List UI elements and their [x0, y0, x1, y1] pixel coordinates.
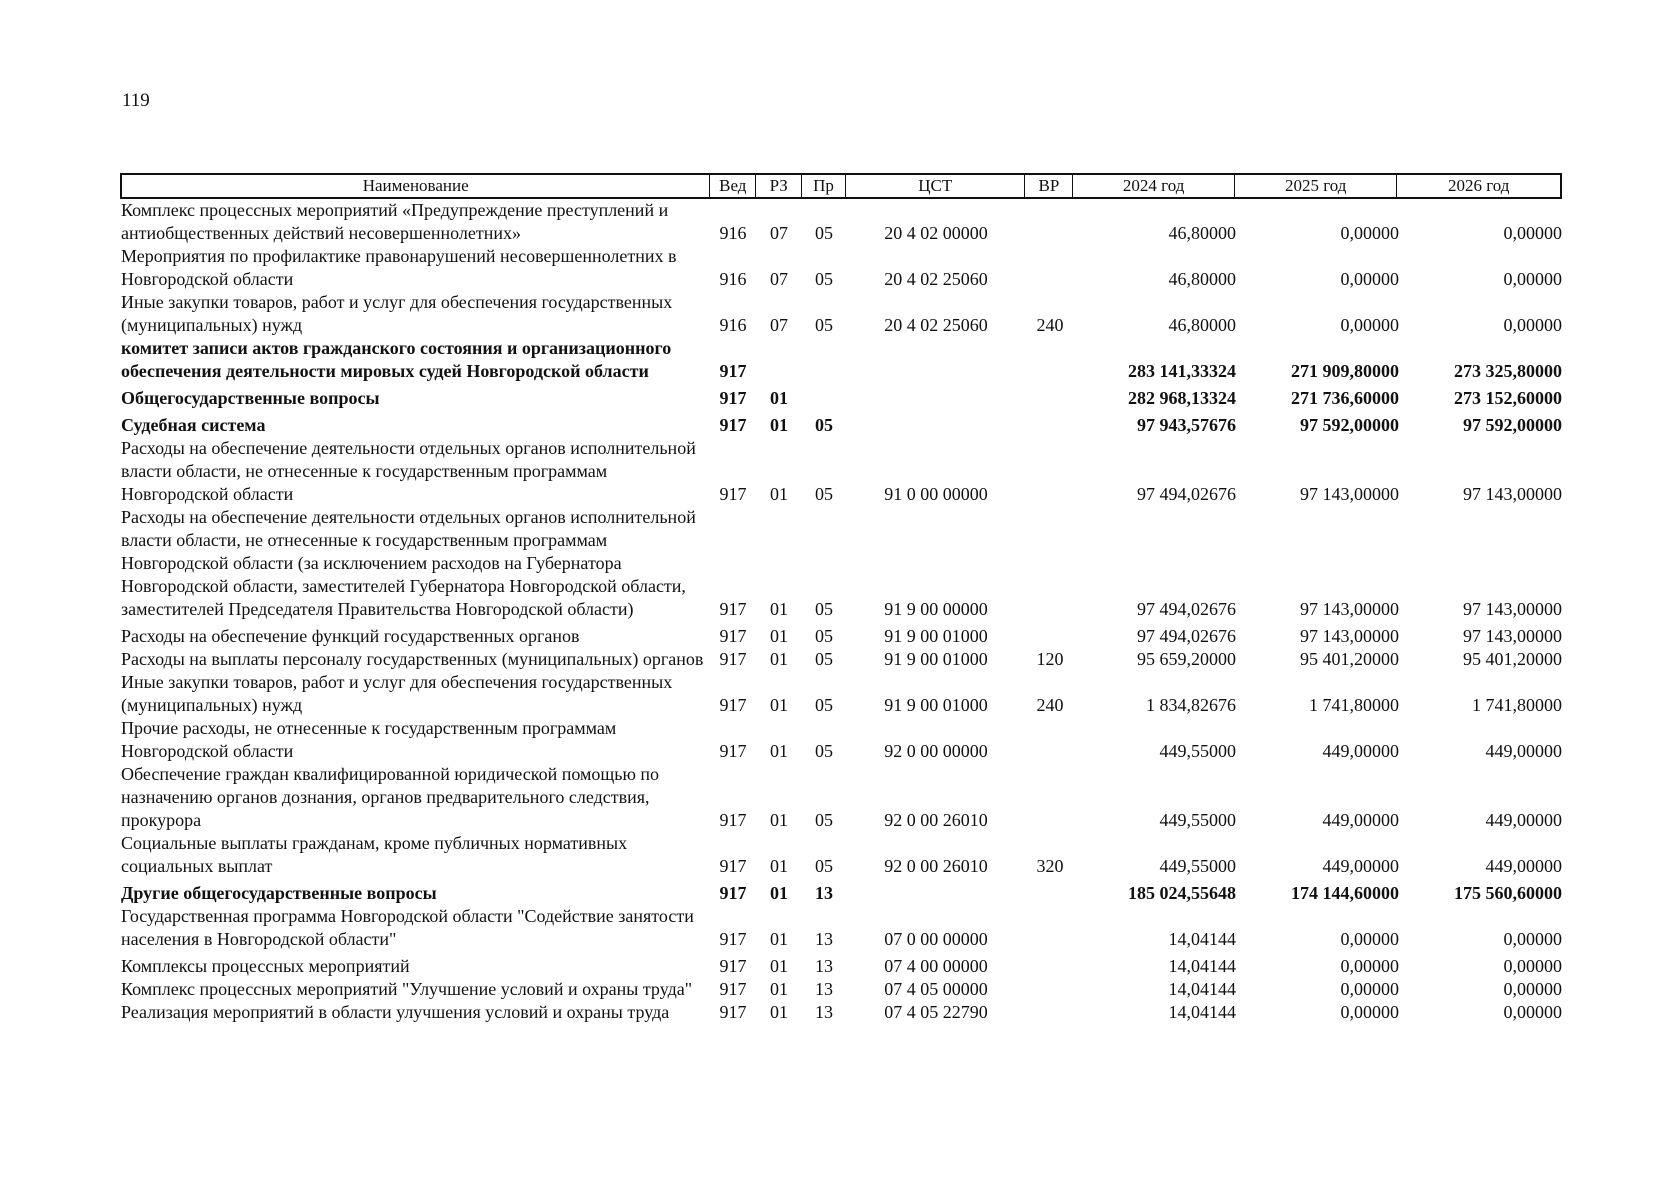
- row-cst: 07 0 00 00000: [884, 929, 988, 949]
- row-name: Государственная программа Новгородской области "Содействие занятости населения в Новгородской области": [121, 906, 694, 949]
- row-name: комитет записи актов гражданского состояния и организационного обеспечения деятельности мировых судей Новгородской области: [121, 338, 672, 381]
- table-row: [120, 1001, 1562, 1024]
- row-rz: 01: [770, 810, 788, 830]
- row-2026: 0,00000: [1503, 315, 1562, 335]
- row-2025: 97 592,00000: [1300, 415, 1399, 435]
- row-rz: 01: [770, 979, 788, 999]
- row-name: Реализация мероприятий в области улучшения условий и охраны труда: [121, 1002, 670, 1022]
- row-ved: 917: [719, 956, 747, 976]
- row-2025: 97 143,00000: [1300, 599, 1399, 619]
- table-row: [120, 717, 1562, 763]
- header-2025: 2025 год: [1235, 175, 1398, 197]
- row-rz: 01: [770, 856, 788, 876]
- row-pr: 13: [815, 883, 833, 903]
- table-row: [120, 414, 1562, 437]
- row-pr: 13: [815, 929, 833, 949]
- row-pr: 05: [815, 856, 833, 876]
- row-name: Судебная система: [121, 415, 266, 435]
- row-2024: 185 024,55648: [1128, 883, 1236, 903]
- header-name: Наименование: [122, 175, 710, 197]
- row-name: Другие общегосударственные вопросы: [121, 883, 437, 903]
- row-rz: 01: [770, 649, 788, 669]
- header-pr: Пр: [802, 175, 846, 197]
- row-rz: 01: [770, 695, 788, 715]
- row-rz: 01: [770, 883, 788, 903]
- row-ved: 917: [719, 599, 747, 619]
- row-pr: 05: [815, 484, 833, 504]
- row-cst: 20 4 02 25060: [884, 269, 988, 289]
- row-name: Расходы на выплаты персоналу государственных (муниципальных) органов: [121, 649, 704, 669]
- row-2024: 46,80000: [1168, 223, 1236, 243]
- row-pr: 05: [815, 741, 833, 761]
- header-cst: ЦСТ: [846, 175, 1026, 197]
- row-2024: 449,55000: [1159, 741, 1236, 761]
- row-2026: 97 143,00000: [1463, 599, 1562, 619]
- row-cst: 91 9 00 01000: [884, 626, 988, 646]
- row-name: Расходы на обеспечение функций государственных органов: [121, 626, 580, 646]
- row-2024: 97 494,02676: [1137, 599, 1236, 619]
- row-2024: 14,04144: [1168, 956, 1236, 976]
- row-rz: 07: [770, 269, 788, 289]
- row-2026: 0,00000: [1503, 979, 1562, 999]
- row-2026: 97 592,00000: [1463, 415, 1562, 435]
- row-name: Общегосударственные вопросы: [121, 388, 380, 408]
- row-2025: 271 909,80000: [1291, 361, 1399, 381]
- table-row: [120, 763, 1562, 832]
- table-row: [120, 905, 1562, 951]
- table-row: [120, 832, 1562, 878]
- row-2025: 0,00000: [1340, 979, 1399, 999]
- row-rz: 01: [770, 929, 788, 949]
- header-2024: 2024 год: [1073, 175, 1235, 197]
- row-2026: 95 401,20000: [1463, 649, 1562, 669]
- row-2026: 449,00000: [1485, 810, 1562, 830]
- row-cst: 92 0 00 26010: [884, 856, 988, 876]
- row-2025: 0,00000: [1340, 929, 1399, 949]
- row-pr: 05: [815, 649, 833, 669]
- row-ved: 917: [719, 883, 747, 903]
- row-cst: 92 0 00 00000: [884, 741, 988, 761]
- row-rz: 01: [770, 956, 788, 976]
- row-pr: 05: [815, 269, 833, 289]
- row-cst: 91 0 00 00000: [884, 484, 988, 504]
- row-name: Социальные выплаты гражданам, кроме публичных нормативных социальных выплат: [121, 833, 628, 876]
- row-name: Комплекс процессных мероприятий "Улучшение условий и охраны труда": [121, 979, 693, 999]
- table-row: [120, 882, 1562, 905]
- table-row: [120, 648, 1562, 671]
- row-rz: 01: [770, 415, 788, 435]
- row-2026: 0,00000: [1503, 956, 1562, 976]
- header-2026: 2026 год: [1447, 176, 1510, 195]
- row-2026: 449,00000: [1485, 741, 1562, 761]
- row-cst: 92 0 00 26010: [884, 810, 988, 830]
- row-ved: 917: [719, 929, 747, 949]
- row-cst: 91 9 00 00000: [884, 599, 988, 619]
- row-pr: 05: [815, 626, 833, 646]
- row-ved: 917: [719, 626, 747, 646]
- row-2026: 0,00000: [1503, 929, 1562, 949]
- row-2024: 97 494,02676: [1137, 626, 1236, 646]
- table-row: [120, 625, 1562, 648]
- row-cst: 20 4 02 25060: [884, 315, 988, 335]
- table-row: [120, 506, 1562, 621]
- row-pr: 05: [815, 315, 833, 335]
- row-rz: 07: [770, 223, 788, 243]
- row-pr: 05: [815, 810, 833, 830]
- row-2026: 0,00000: [1503, 223, 1562, 243]
- row-rz: 01: [770, 599, 788, 619]
- row-ved: 917: [719, 484, 747, 504]
- row-pr: 13: [815, 956, 833, 976]
- row-2026: 1 741,80000: [1472, 695, 1562, 715]
- table-row: [120, 671, 1562, 717]
- row-2024: 97 943,57676: [1137, 415, 1236, 435]
- row-name: Расходы на обеспечение деятельности отдельных органов исполнительной власти области, не отнесенные к государственным программам Новгородской области: [121, 438, 696, 504]
- row-2025: 449,00000: [1322, 741, 1399, 761]
- row-vr: 240: [1036, 315, 1064, 335]
- row-2024: 14,04144: [1168, 1002, 1236, 1022]
- row-vr: 320: [1036, 856, 1064, 876]
- table-row: [120, 337, 1562, 383]
- row-name: Иные закупки товаров, работ и услуг для обеспечения государственных (муниципальных) нужд: [121, 672, 673, 715]
- table-row: [120, 978, 1562, 1001]
- row-2025: 97 143,00000: [1300, 484, 1399, 504]
- row-ved: 916: [719, 223, 747, 243]
- row-pr: 05: [815, 695, 833, 715]
- row-name: Комплексы процессных мероприятий: [121, 956, 410, 976]
- row-2024: 95 659,20000: [1137, 649, 1236, 669]
- row-rz: 01: [770, 1002, 788, 1022]
- row-2026: 273 325,80000: [1454, 361, 1562, 381]
- row-pr: 05: [815, 223, 833, 243]
- row-2025: 1 741,80000: [1309, 695, 1399, 715]
- row-2025: 449,00000: [1322, 810, 1399, 830]
- row-name: Прочие расходы, не отнесенные к государственным программам Новгородской области: [121, 718, 617, 761]
- table-row: [120, 245, 1562, 291]
- row-ved: 917: [719, 361, 747, 381]
- row-vr: 120: [1036, 649, 1064, 669]
- row-cst: 07 4 00 00000: [884, 956, 988, 976]
- row-rz: 01: [770, 484, 788, 504]
- row-2026: 0,00000: [1503, 269, 1562, 289]
- row-2024: 1 834,82676: [1146, 695, 1236, 715]
- row-2026: 273 152,60000: [1454, 388, 1562, 408]
- table-header: [120, 173, 1562, 199]
- row-ved: 917: [719, 695, 747, 715]
- row-ved: 916: [719, 269, 747, 289]
- row-pr: 05: [815, 415, 833, 435]
- row-2025: 97 143,00000: [1300, 626, 1399, 646]
- header-ved: Вед: [710, 175, 756, 197]
- row-rz: 01: [770, 388, 788, 408]
- row-ved: 916: [719, 315, 747, 335]
- row-2025: 95 401,20000: [1300, 649, 1399, 669]
- row-2025: 174 144,60000: [1291, 883, 1399, 903]
- table-row: [120, 291, 1562, 337]
- row-ved: 917: [719, 649, 747, 669]
- row-2026: 449,00000: [1485, 856, 1562, 876]
- row-2026: 97 143,00000: [1463, 484, 1562, 504]
- table-row: [120, 437, 1562, 506]
- row-2025: 271 736,60000: [1291, 388, 1399, 408]
- row-2025: 0,00000: [1340, 1002, 1399, 1022]
- row-2025: 449,00000: [1322, 856, 1399, 876]
- row-rz: 01: [770, 626, 788, 646]
- row-2025: 0,00000: [1340, 269, 1399, 289]
- row-ved: 917: [719, 979, 747, 999]
- row-rz: 01: [770, 741, 788, 761]
- row-2026: 97 143,00000: [1463, 626, 1562, 646]
- header-rz: РЗ: [756, 175, 802, 197]
- row-2025: 0,00000: [1340, 223, 1399, 243]
- row-ved: 917: [719, 741, 747, 761]
- row-ved: 917: [719, 415, 747, 435]
- row-2024: 449,55000: [1159, 856, 1236, 876]
- budget-table: [120, 173, 1562, 1024]
- row-cst: 07 4 05 00000: [884, 979, 988, 999]
- row-cst: 20 4 02 00000: [884, 223, 988, 243]
- row-2024: 97 494,02676: [1137, 484, 1236, 504]
- row-name: Обеспечение граждан квалифицированной юридической помощью по назначению органов дознания, органов предварительного следствия, прокурора: [121, 764, 660, 830]
- header-vr: ВР: [1025, 175, 1073, 197]
- row-name: Иные закупки товаров, работ и услуг для обеспечения государственных (муниципальных) нужд: [121, 292, 673, 335]
- table-row: [120, 199, 1562, 245]
- row-2024: 449,55000: [1159, 810, 1236, 830]
- row-2024: 14,04144: [1168, 929, 1236, 949]
- row-vr: 240: [1036, 695, 1064, 715]
- row-2026: 0,00000: [1503, 1002, 1562, 1022]
- row-cst: 91 9 00 01000: [884, 695, 988, 715]
- row-ved: 917: [719, 1002, 747, 1022]
- table-row: [120, 955, 1562, 978]
- row-ved: 917: [719, 810, 747, 830]
- page-number: 119: [122, 90, 150, 111]
- row-rz: 07: [770, 315, 788, 335]
- row-cst: 07 4 05 22790: [884, 1002, 988, 1022]
- row-2024: 282 968,13324: [1128, 388, 1236, 408]
- row-2024: 14,04144: [1168, 979, 1236, 999]
- row-pr: 13: [815, 979, 833, 999]
- row-2025: 0,00000: [1340, 315, 1399, 335]
- row-2025: 0,00000: [1340, 956, 1399, 976]
- row-ved: 917: [719, 388, 747, 408]
- row-name: Мероприятия по профилактике правонарушений несовершеннолетних в Новгородской области: [121, 246, 677, 289]
- row-cst: 91 9 00 01000: [884, 649, 988, 669]
- row-2024: 46,80000: [1168, 315, 1236, 335]
- row-pr: 05: [815, 599, 833, 619]
- row-pr: 13: [815, 1002, 833, 1022]
- row-2026: 175 560,60000: [1454, 883, 1562, 903]
- row-2024: 283 141,33324: [1128, 361, 1236, 381]
- row-name: Комплекс процессных мероприятий «Предупреждение преступлений и антиобщественных действий несовершеннолетних»: [121, 200, 669, 243]
- row-ved: 917: [719, 856, 747, 876]
- row-2024: 46,80000: [1168, 269, 1236, 289]
- row-name: Расходы на обеспечение деятельности отдельных органов исполнительной власти области, не отнесенные к государственным программам Новгородской области (за исключением расходов на Губернатора Новгородской области, заместителей Губернатора Новгородской области, заместителей Председателя Правительства Новгородской области): [121, 507, 696, 619]
- table-row: [120, 387, 1562, 410]
